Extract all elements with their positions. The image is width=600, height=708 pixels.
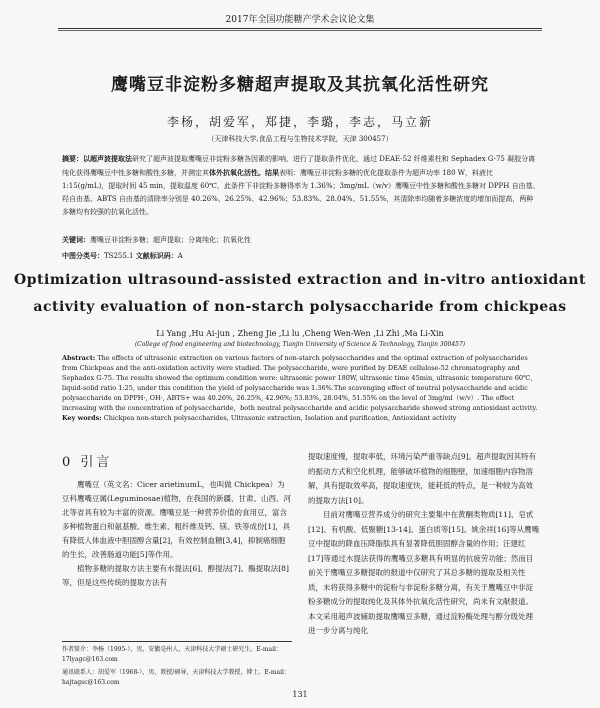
left-column: [62, 478, 292, 590]
keywords-text-cn: 鹰嘴豆非淀粉多糖；超声提取；分离纯化；抗氧化性: [90, 236, 251, 244]
doc-code: A: [177, 252, 183, 260]
abstract-text2-cn: 表明：鹰嘴豆非淀粉多糖的优化提取条件为超声功率 180 W，料液比 1:15(g/mL)，提取时间 45 min，提取温度 60℃，此条件下非淀粉多糖得率为 1.36%；3mg/mL（w/v）鹰嘴豆中性多糖和酸性多糖对 DPPH 自由基、羟自由基、ABTS 自由基的清除率分别是 40.26%、26.25%、42.96%；53.83%、28.04%、51.55%，其清除率均随着多糖浓度的增加而提高，两种多糖均有较强的抗氧化活性。: [62, 169, 540, 216]
english-authors: Li Yang ,Hu Ai-jun , Zheng Jie ,Li lu ,Cheng Wen-Wen ,Li Zhi ,Ma Li-Xin: [156, 329, 444, 338]
keywords-label-en: Key words:: [62, 414, 102, 422]
english-abstract: [62, 353, 540, 423]
classification-label: 中图分类号：: [62, 251, 104, 260]
section-heading-intro: 0 引言: [62, 455, 113, 470]
footnote-rule: [62, 641, 292, 642]
classification: [62, 249, 540, 263]
classification-code: TS255.1: [104, 252, 134, 260]
abstract-label-cn: 摘要：: [62, 154, 83, 163]
chinese-title: 鹰嘴豆非淀粉多糖超声提取及其抗氧化活性研究: [111, 75, 489, 95]
right-paragraph-1: 提取速度慢，提取率低，环境污染严重等缺点[9]。超声提取因其特有的振动方式和空化机理，能够破坏植物的细胞壁，加速细胞内容物溶解，具有提取效率高，提取速度快，能耗低的特点，是一种较为高效的提取方法[10]。: [308, 452, 537, 505]
english-affiliation: (College of food engineering and biotechnology, Tianjin University of Science & Technology, Tianjin 300457): [134, 341, 466, 348]
abstract-bold2-cn: 体外抗氧化活性。结果: [209, 168, 279, 177]
english-title-line2: activity evaluation of non-starch polysaccharide from chickpeas: [33, 299, 567, 315]
header-rule: [58, 28, 542, 29]
right-column: [308, 450, 540, 639]
chinese-authors: 李杨，胡爱军，郑捷，李璐，李志，马立新: [166, 115, 433, 129]
abstract-label-en: Abstract:: [62, 354, 96, 362]
footnote-author: 作者简介：李杨（1995-），男，安徽亳州人，天津科技大学硕士研究生。E-mail：17lyagc@163.com: [62, 646, 282, 663]
keywords-text-en: Chickpea non-starch polysaccharides, Ultrasonic extraction, Isolation and purification, Antioxidant activity: [103, 414, 457, 422]
keywords-label-cn: 关键词：: [62, 235, 90, 244]
chinese-affiliation: （天津科技大学,食品工程与生物技术学院，天津 300457）: [207, 135, 393, 143]
running-header: 2017年全国功能糖产学术会议论文集: [225, 15, 375, 25]
page-number: 131: [292, 690, 308, 699]
left-paragraph-1: 鹰嘴豆（英文名：Cicer arietinumL，也叫做 Chickpea）为豆科鹰嘴豆属(Leguminosae)植物，在我国的新疆、甘肃、山西、河北等省具有较为丰富的资源。鹰嘴豆是一种营养价值的食用豆，富含多种植物蛋白和氨基酸、维生素、粗纤维及钙、镁、铁等成份[1]，具有降低人体血液中胆固醇含量[2]，有效控制血糖[3,4]，抑制癌细胞的生长，改善肠道功能[5]等作用。: [62, 480, 292, 559]
footnote-correspondence: 通讯联系人：胡爱军（1968-），男，教授/硕导，天津科技大学教授，博士。E-mail：hajtagsc@163.com: [62, 669, 290, 686]
keywords-cn: [62, 233, 540, 247]
english-title-line1: Optimization ultrasound-assisted extraction and in-vitro antioxidant: [14, 272, 586, 288]
doc-code-label: 文献标识码：: [135, 251, 178, 260]
left-paragraph-2: 植物多糖的提取方法主要有水提法[6]、醇提法[7]、酶提取法[8]等，但是这些传统的提取方法有: [62, 564, 289, 587]
right-paragraph-2: 目前对鹰嘴豆营养成分的研究主要集中在黄酮类物质[11]、皂甙[12]、有机酸、低聚糖[13-14]、蛋白质等[15]。姚余祥[16]等从鹰嘴豆中提取的降血压降脂肽具有显著降低胆固醇含量的作用；汪建红[17]等通过水提法获得的鹰嘴豆多糖具有明显的抗疲劳功能；然而目前关于鹰嘴豆多糖提取的报道中仅研究了其总多糖的提取及相关性质，未将获得多糖中的淀粉与非淀粉多糖分离，有关于鹰嘴豆中非淀粉多糖成分的提取纯化及其体外抗氧化活性研究，尚未有文献报道。本文采用超声波辅助提取鹰嘴豆多糖，通过淀粉酶处理与醇分级处理进一步分离与纯化: [308, 510, 540, 635]
abstract-bold-cn: 以超声波提取法: [83, 154, 132, 163]
abstract-text-en: The effects of ultrasonic extraction on various factors of non-starch polysaccharides and the optimal extraction of polysaccharides from Chickpeas and the anti-oxidation activity were studied. The polysaccharide, were purified by DEAE cellulose-52 chromatography and Sephadex G-75. The results showed the optimum condition were: ultrasonic power 180W, ultrasonic time 45min, ultrasonic temperature 60℃, liquid-solid ratio 1:25, under this condition the yield of polysaccharide was 1.36%.The scavenging effect of neutral polysaccharide and acidic polysaccharide on DPPH·, OH·, ABTS+ was 40.26%, 26.25%, 42.96%; 53.83%, 28.04%, 51.55% on the level of 3mg/ml（w/v）. The effect increasing with the concentration of polysaccharide，both neutral polysaccharide and acidic polysaccharide showed strong antioxidant activity.: [62, 354, 538, 412]
header-rule-thin: [58, 30, 542, 31]
abstract-text1-cn: 研究了超声波提取鹰嘴豆非淀粉多糖各因素的影响，进行了提取条件优化，通过 DEAE-52 纤维素柱和 Sephadex G-75 凝胶分离纯化获得鹰嘴豆中性多糖和酸性多糖，并测定其: [62, 155, 536, 177]
chinese-abstract: [62, 152, 540, 219]
